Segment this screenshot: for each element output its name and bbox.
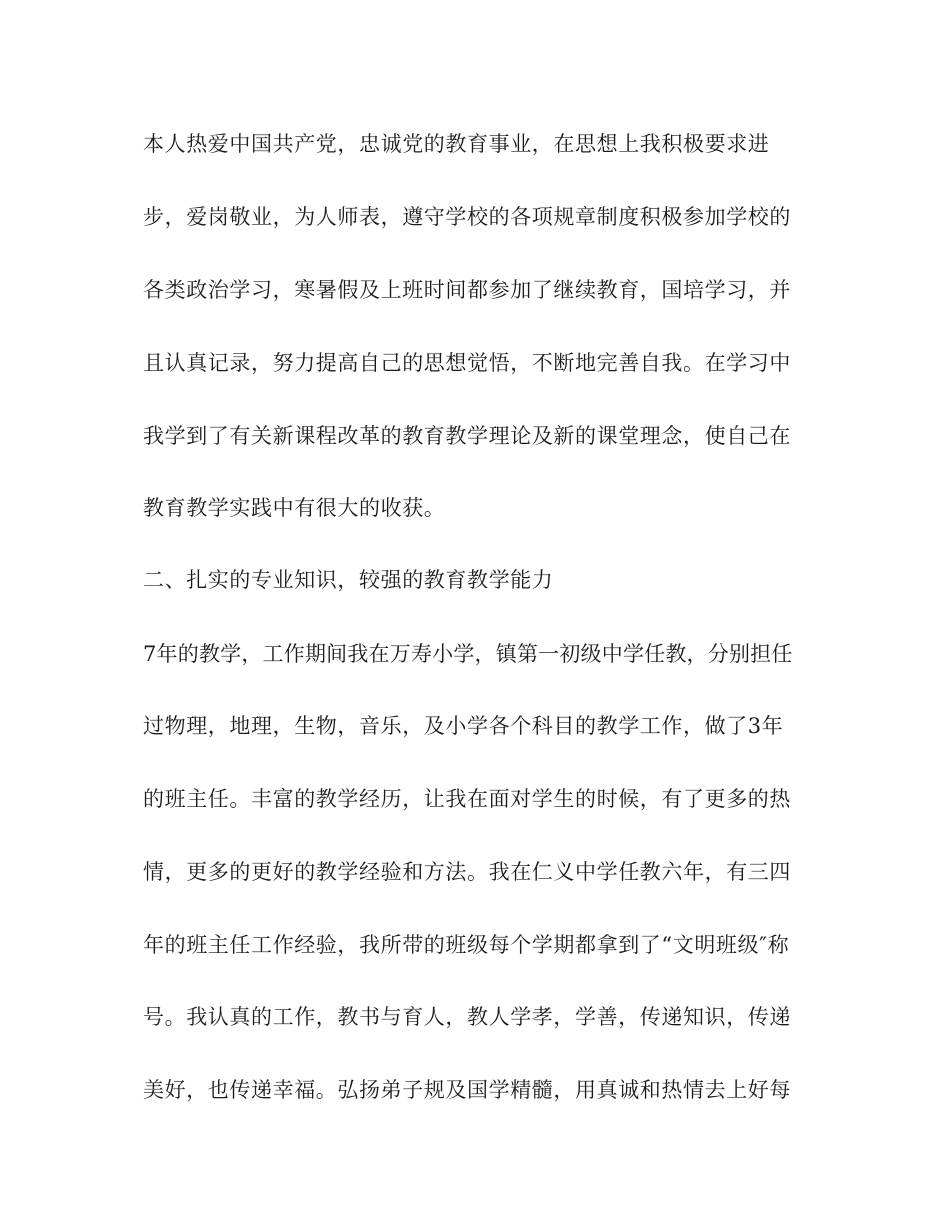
paragraph-line: 情，更多的更好的教学经验和方法。我在仁义中学任教六年，有三四 xyxy=(143,860,791,884)
paragraph-line: 步，爱岗敬业，为人师表，遵守学校的各项规章制度积极参加学校的 xyxy=(143,205,791,229)
paragraph-line: 各类政治学习，寒暑假及上班时间都参加了继续教育，国培学习，并 xyxy=(143,278,791,302)
paragraph-line: 的班主任。丰富的教学经历，让我在面对学生的时候，有了更多的热 xyxy=(143,787,791,811)
paragraph-line: 号。我认真的工作，教书与育人，教人学孝，学善，传递知识，传递 xyxy=(143,1005,791,1029)
paragraph-line: 年的班主任工作经验，我所带的班级每个学期都拿到了“文明班级″称 xyxy=(143,933,790,957)
paragraph-line: 本人热爱中国共产党，忠诚党的教育事业，在思想上我积极要求进 xyxy=(143,132,770,156)
paragraph-line: 7年的教学，工作期间我在万寿小学，镇第一初级中学任教，分别担任 xyxy=(143,642,793,666)
section-heading: 二、扎实的专业知识，较强的教育教学能力 xyxy=(143,568,554,592)
paragraph-line: 且认真记录，努力提高自己的思想觉悟，不断地完善自我。在学习中 xyxy=(143,351,791,375)
paragraph-line: 我学到了有关新课程改革的教育教学理论及新的课堂理念，使自己在 xyxy=(143,424,791,448)
paragraph-line: 教育教学实践中有很大的收获。 xyxy=(143,496,446,520)
paragraph-line: 过物理，地理，生物，音乐，及小学各个科目的教学工作，做了3年 xyxy=(143,714,784,738)
paragraph-line: 美好，也传递幸福。弘扬弟子规及国学精髓，用真诚和热情去上好每 xyxy=(143,1078,791,1102)
